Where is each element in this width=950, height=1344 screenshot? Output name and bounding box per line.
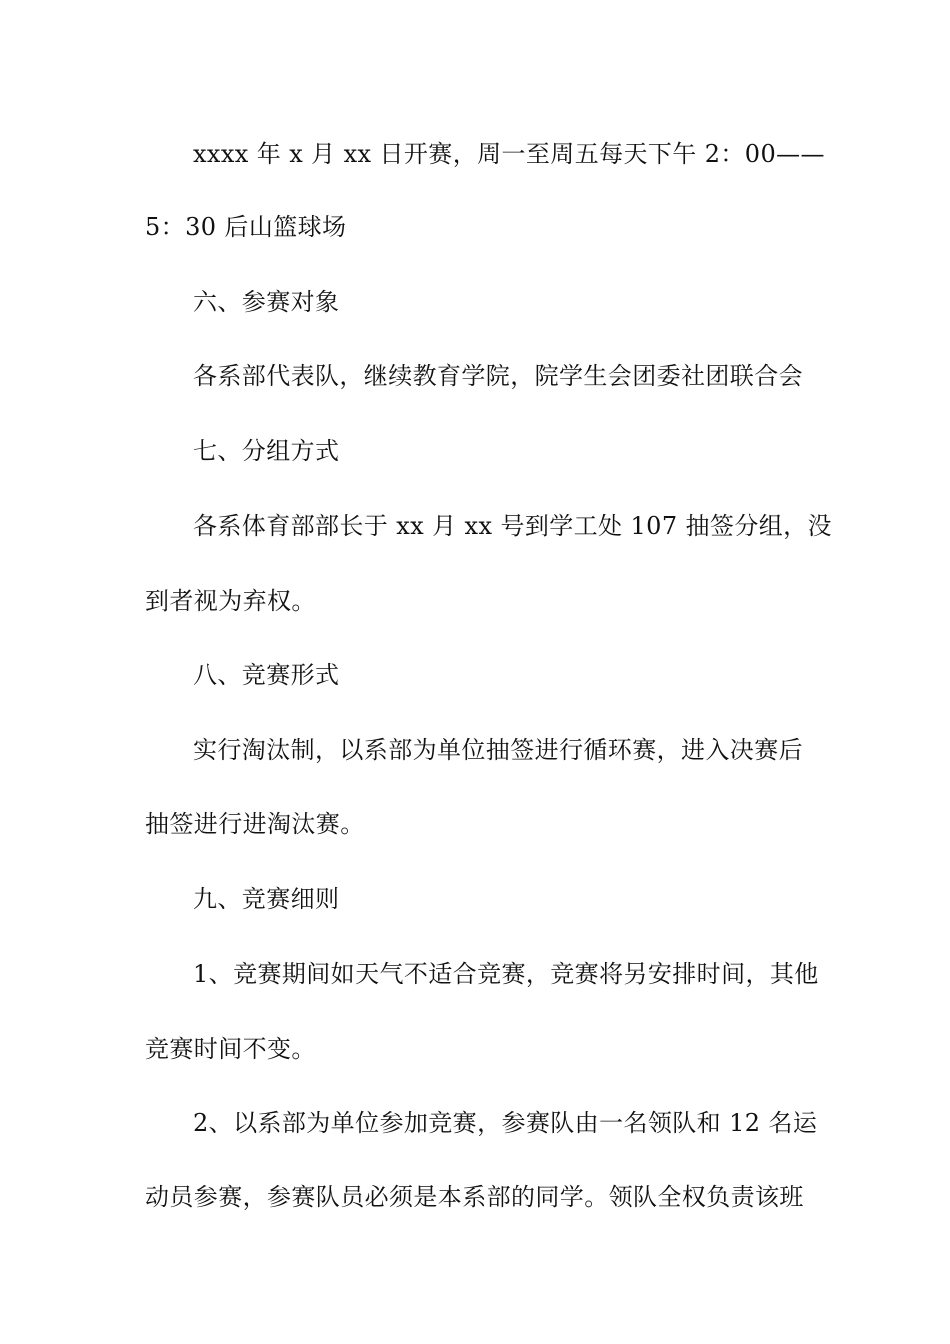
- paragraph-schedule-line-2: 5：30 后山篮球场: [145, 213, 347, 241]
- paragraph-format-line-1: 实行淘汰制，以系部为单位抽签进行循环赛，进入决赛后: [193, 736, 803, 764]
- paragraph-schedule-line-1: xxxx 年 x 月 xx 日开赛，周一至周五每天下午 2：00——: [193, 140, 825, 168]
- paragraph-grouping-line-2: 到者视为弃权。: [145, 587, 316, 615]
- rule-2-line-2: 动员参赛，参赛队员必须是本系部的同学。领队全权负责该班: [145, 1183, 804, 1211]
- section-heading-format: 八、竞赛形式: [193, 661, 340, 689]
- rule-2-line-1: 2、以系部为单位参加竞赛，参赛队由一名领队和 12 名运: [193, 1109, 818, 1137]
- paragraph-participants: 各系部代表队，继续教育学院，院学生会团委社团联合会: [193, 362, 803, 390]
- section-heading-rules: 九、竞赛细则: [193, 885, 340, 913]
- paragraph-grouping-line-1: 各系体育部部长于 xx 月 xx 号到学工处 107 抽签分组，没: [193, 512, 832, 540]
- section-heading-grouping: 七、分组方式: [193, 437, 340, 465]
- section-heading-participants: 六、参赛对象: [193, 288, 340, 316]
- rule-1-line-1: 1、竞赛期间如天气不适合竞赛，竞赛将另安排时间，其他: [193, 960, 819, 988]
- rule-1-line-2: 竞赛时间不变。: [145, 1035, 316, 1063]
- paragraph-format-line-2: 抽签进行进淘汰赛。: [145, 810, 365, 838]
